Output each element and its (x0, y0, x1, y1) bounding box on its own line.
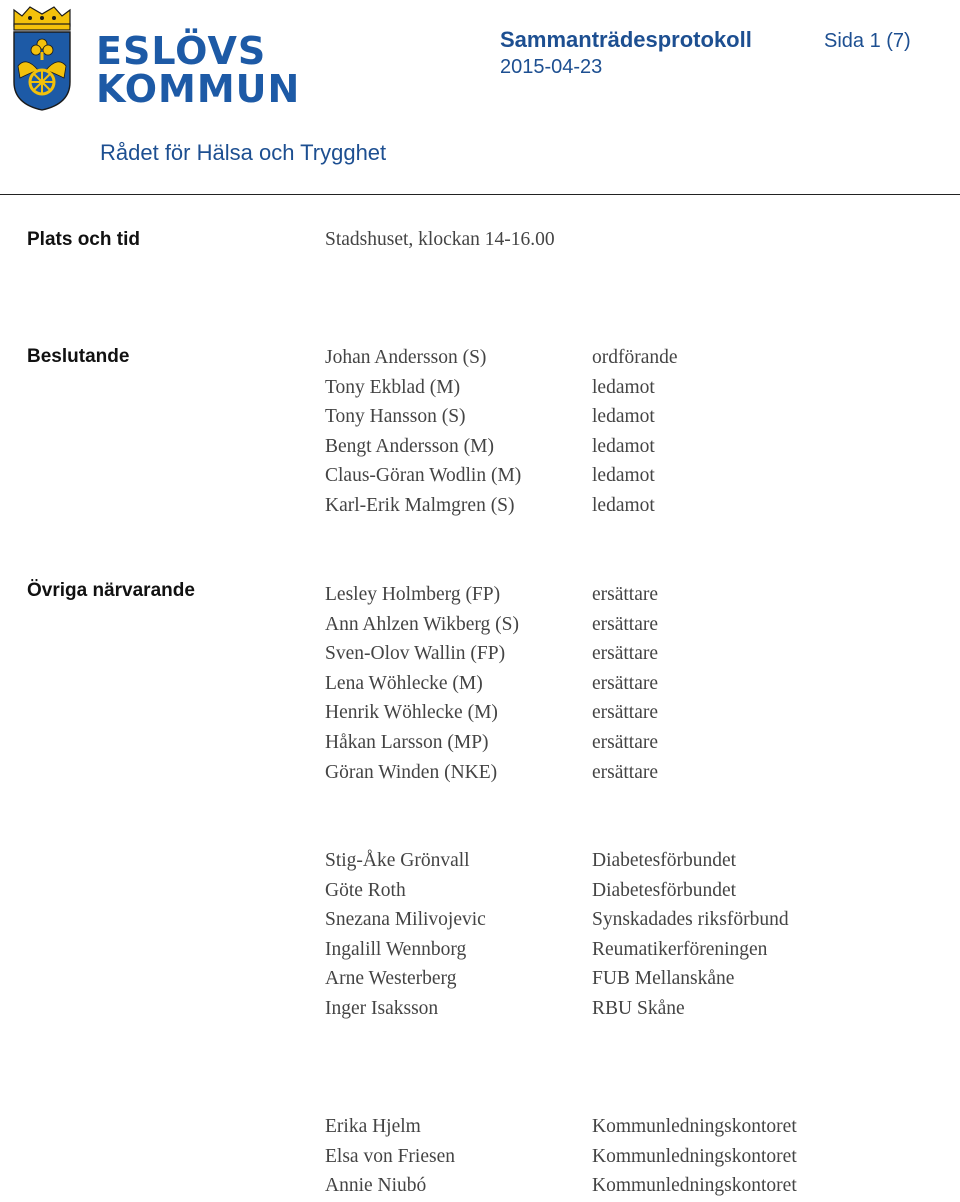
member-role: ledamot (592, 406, 655, 428)
member-role: ersättare (592, 731, 659, 753)
list-item (325, 461, 678, 491)
attendee-name: Ingalill Wennborg (325, 938, 467, 960)
list-item (325, 610, 658, 640)
member-name: Tony Hansson (S) (325, 406, 466, 428)
officials-list (325, 1112, 797, 1201)
municipality-wordmark (96, 29, 301, 111)
list-item (325, 402, 678, 432)
ovriga-label: Övriga närvarande (27, 580, 195, 601)
attendee-organisation: Synskadades riksförbund (592, 909, 789, 931)
wordmark-line-2: KOMMUN (96, 67, 301, 111)
document-title: Sammanträdesprotokoll (500, 27, 752, 52)
list-item (325, 964, 789, 994)
member-role: ersättare (592, 702, 659, 724)
list-item (325, 1112, 797, 1142)
list-item (325, 1171, 797, 1201)
header-divider (0, 194, 960, 195)
attendee-organisation: RBU Skåne (592, 997, 685, 1019)
meeting-date: 2015-04-23 (500, 56, 603, 78)
member-name: Claus-Göran Wodlin (M) (325, 465, 522, 487)
member-name: Bengt Andersson (M) (325, 435, 494, 457)
official-name: Annie Niubó (325, 1175, 427, 1197)
list-item (325, 639, 658, 669)
member-role: ersättare (592, 643, 659, 665)
coat-of-arms-logo (8, 4, 76, 112)
list-item (325, 846, 789, 876)
list-item (325, 580, 658, 610)
list-item (325, 669, 658, 699)
attendee-organisation: Diabetesförbundet (592, 879, 737, 901)
attendee-organisation: FUB Mellanskåne (592, 968, 735, 990)
attendee-organisation: Diabetesförbundet (592, 850, 737, 871)
member-name: Sven-Olov Wallin (FP) (325, 643, 506, 665)
organisations-list (325, 846, 789, 1024)
member-name: Ann Ahlzen Wikberg (S) (325, 613, 520, 635)
attendee-organisation: Reumatikerföreningen (592, 938, 768, 960)
official-department: Kommunledningskontoret (592, 1175, 797, 1197)
plats-label: Plats och tid (27, 229, 140, 250)
list-item (325, 373, 678, 403)
member-name: Göran Winden (NKE) (325, 761, 498, 783)
official-department: Kommunledningskontoret (592, 1145, 797, 1167)
list-item (325, 758, 658, 788)
list-item (325, 343, 678, 373)
official-name: Erika Hjelm (325, 1116, 421, 1137)
attendee-name: Inger Isaksson (325, 997, 439, 1019)
list-item (325, 491, 678, 521)
list-item (325, 1142, 797, 1172)
member-role: ersättare (592, 761, 659, 783)
beslutande-label: Beslutande (27, 346, 130, 367)
beslutande-list (325, 343, 678, 521)
member-name: Lesley Holmberg (FP) (325, 584, 501, 605)
member-name: Johan Andersson (S) (325, 347, 487, 368)
attendee-name: Arne Westerberg (325, 968, 457, 990)
member-name: Håkan Larsson (MP) (325, 731, 489, 753)
member-role: ersättare (592, 613, 659, 635)
ovriga-list (325, 580, 658, 787)
list-item (325, 876, 789, 906)
member-name: Tony Ekblad (M) (325, 376, 461, 398)
wordmark-line-1: ESLÖVS (96, 29, 267, 73)
official-department: Kommunledningskontoret (592, 1116, 797, 1137)
list-item (325, 905, 789, 935)
list-item (325, 728, 658, 758)
member-name: Lena Wöhlecke (M) (325, 672, 483, 694)
member-name: Karl-Erik Malmgren (S) (325, 494, 515, 516)
list-item (325, 994, 789, 1024)
attendee-name: Stig-Åke Grönvall (325, 850, 470, 871)
member-role: ledamot (592, 376, 655, 398)
member-role: ordförande (592, 347, 678, 368)
member-name: Henrik Wöhlecke (M) (325, 702, 498, 724)
member-role: ersättare (592, 584, 659, 605)
official-name: Elsa von Friesen (325, 1145, 455, 1167)
list-item (325, 432, 678, 462)
page-number: Sida 1 (7) (824, 30, 911, 52)
list-item (325, 698, 658, 728)
attendee-name: Snezana Milivojevic (325, 909, 486, 931)
member-role: ledamot (592, 465, 655, 487)
member-role: ersättare (592, 672, 659, 694)
plats-value: Stadshuset, klockan 14-16.00 (325, 229, 555, 250)
member-role: ledamot (592, 494, 655, 516)
council-name: Rådet för Hälsa och Trygghet (100, 140, 387, 165)
member-role: ledamot (592, 435, 655, 457)
list-item (325, 935, 789, 965)
attendee-name: Göte Roth (325, 879, 406, 901)
